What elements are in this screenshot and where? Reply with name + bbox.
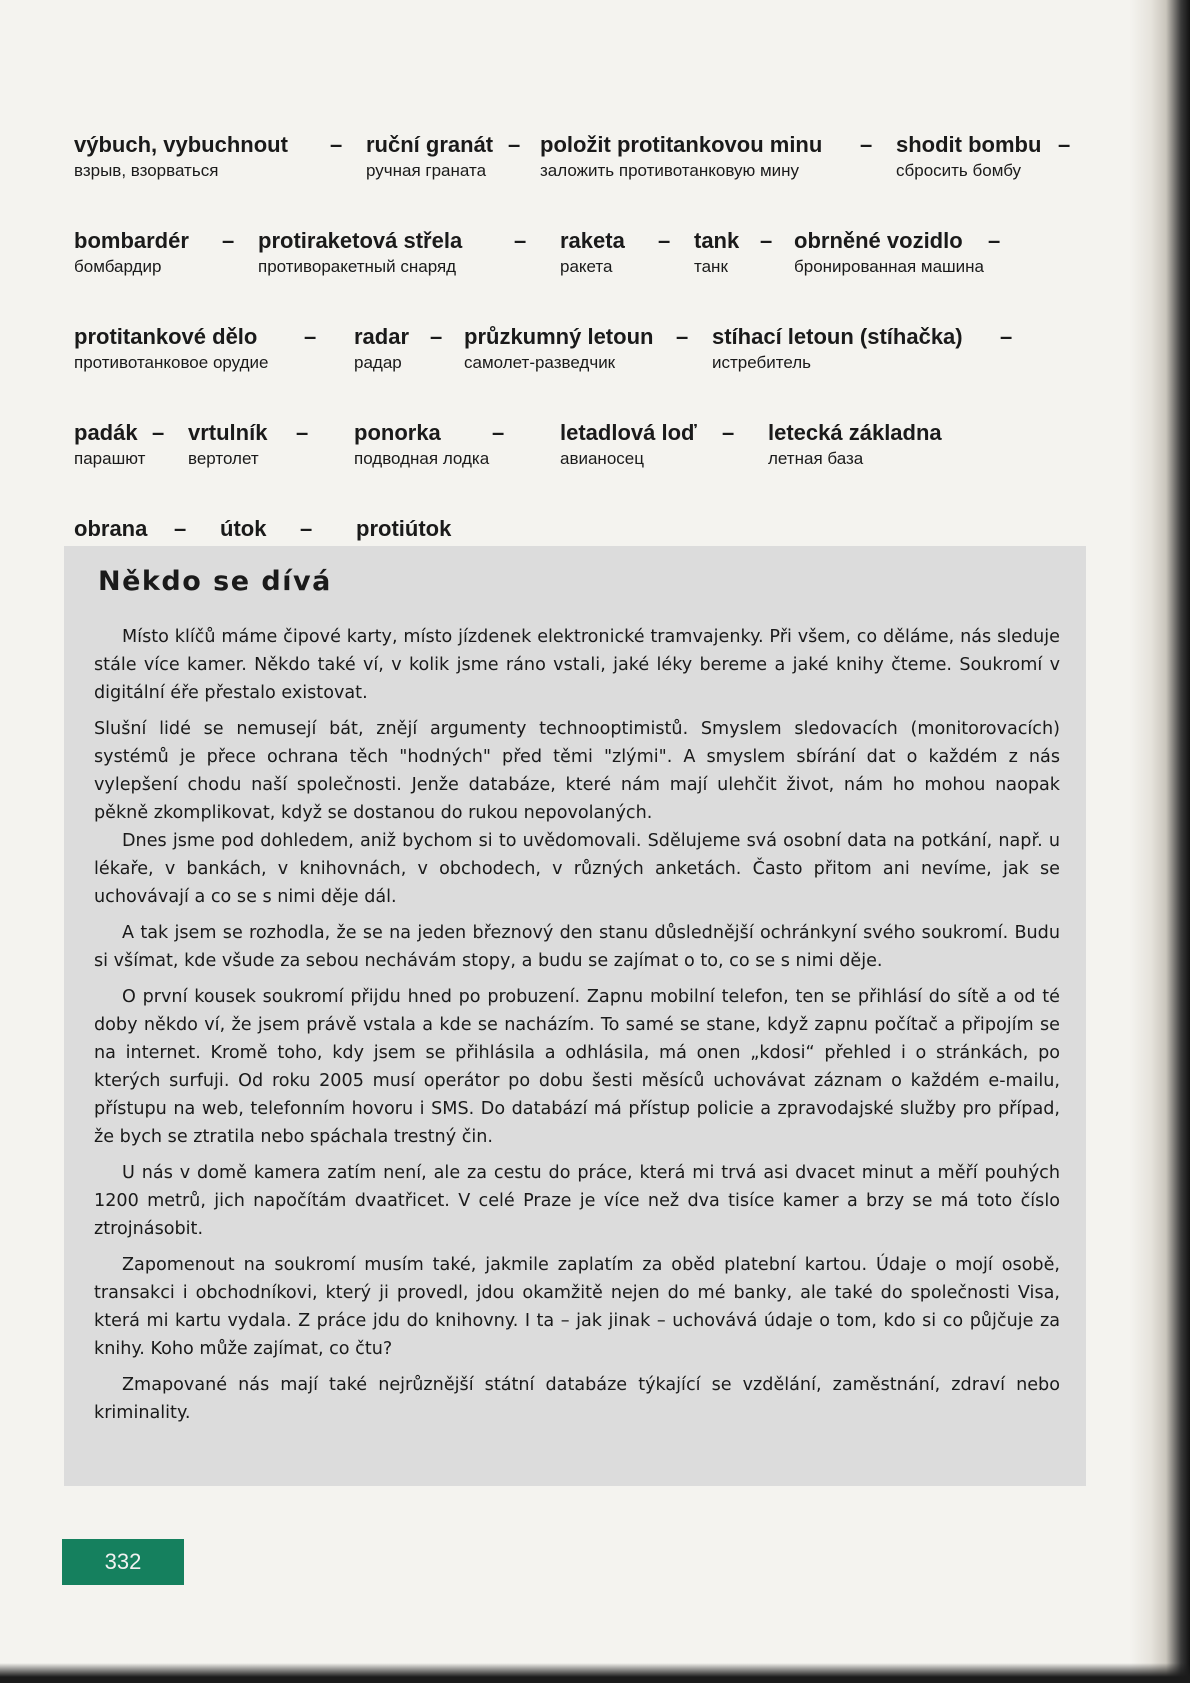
vocab-dash: –	[514, 228, 527, 253]
vocab-entry	[354, 324, 409, 373]
vocab-czech: útok	[220, 516, 267, 541]
vocab-dash: –	[658, 228, 671, 253]
vocab-dash: –	[860, 132, 873, 157]
vocab-czech: letecká základna	[768, 420, 942, 445]
vocab-entry	[464, 324, 653, 373]
vocab-entry	[366, 132, 493, 181]
vocab-dash: –	[1058, 132, 1071, 157]
vocab-dash: –	[222, 228, 235, 253]
vocab-czech: výbuch, vybuchnout	[74, 132, 288, 157]
vocab-czech: obrana	[74, 516, 148, 541]
vocab-dash: –	[152, 420, 165, 445]
vocab-entry	[768, 420, 942, 469]
vocab-czech: letadlová loď	[560, 420, 697, 445]
article-paragraph: Místo klíčů máme čipové karty, místo jízdenek elektronické tramvajenky. Při všem, co děláme, nás sleduje stále více kamer. Někdo také ví, v kolik jsme ráno vstali, jaké léky bereme a jaké knihy čteme. Soukromí v digitální éře přestalo existovat.	[94, 627, 1060, 703]
vocab-czech: ruční granát	[366, 132, 494, 157]
vocab-dash: –	[760, 228, 773, 253]
vocab-dash: –	[300, 516, 313, 541]
vocab-dash: –	[296, 420, 309, 445]
vocab-czech: protiútok	[356, 516, 452, 541]
vocab-russian: парашют	[74, 449, 146, 468]
vocab-czech: bombardér	[74, 228, 189, 253]
article-paragraph: A tak jsem se rozhodla, že se na jeden březnový den stanu důslednější ochránkyní svého soukromí. Budu si všímat, kde všude za sebou nechávám stopy, a budu se zajímat o to, co se s nimi děje.	[94, 923, 1060, 971]
vocab-entry	[74, 324, 268, 373]
vocab-entry	[540, 132, 822, 181]
vocab-row	[74, 420, 1094, 516]
vocab-entry	[354, 420, 489, 469]
article-paragraph: Dnes jsme pod dohledem, aniž bychom si to uvědomovali. Sdělujeme svá osobní data na potkání, např. u lékaře, v bankách, v knihovnách, v obchodech, v různých anketách. Často přitom ani nevíme, jak se uchovávají a co se s nimi děje dál.	[94, 831, 1060, 907]
vocab-entry	[74, 132, 288, 181]
vocab-russian: летная база	[768, 449, 864, 468]
vocab-czech: tank	[694, 228, 740, 253]
article-body	[94, 623, 1060, 1435]
vocab-russian: сбросить бомбу	[896, 161, 1022, 180]
vocab-russian: подводная лодка	[354, 449, 490, 468]
vocab-czech: raketa	[560, 228, 625, 253]
vocab-russian: бронированная машина	[794, 257, 985, 276]
vocab-czech: stíhací letoun (stíhačka)	[712, 324, 963, 349]
vocab-russian: радар	[354, 353, 402, 372]
vocab-entry	[74, 420, 145, 469]
article-paragraph: Slušní lidé se nemusejí bát, znějí argumenty technooptimistů. Smyslem sledovacích (monitorovacích) systémů je přece ochrana těch "hodných" před těmi "zlými". A smyslem sbírání dat o každém z nás vylepšení chodu naší společnosti. Jenže databáze, které nám mají ulehčit život, nám ho mohou naopak pěkně zkomplikovat, když se dostanou do rukou nepovolaných.	[94, 719, 1060, 823]
article-paragraph: U nás v domě kamera zatím není, ale za cestu do práce, která mi trvá asi dvacet minut a měří pouhých 1200 metrů, jich napočítám dvaatřicet. V celé Praze je více než dva tisíce kamer a brzy se má toto číslo ztrojnásobit.	[94, 1163, 1060, 1239]
page-number: 332	[62, 1539, 184, 1585]
article-title: Někdo se dívá	[98, 566, 332, 597]
vocab-czech: průzkumný letoun	[464, 324, 654, 349]
vocab-row	[74, 324, 1094, 420]
vocab-dash: –	[676, 324, 689, 349]
vocab-entry	[794, 228, 984, 277]
vocab-czech: protiraketová střela	[258, 228, 463, 253]
vocab-russian: бомбардир	[74, 257, 162, 276]
article-paragraph: Zapomenout na soukromí musím také, jakmile zaplatím za oběd platební kartou. Údaje o mojí osobě, transakci i obchodníkovi, který ji provedl, jdou okamžitě nejen do mé banky, ale také do společnosti Visa, která mi kartu vydala. Z práce jdu do knihovny. I ta – jak jinak – uchovává údaje o tom, kdo si co půjčuje za knihy. Koho může zajímat, co čtu?	[94, 1255, 1060, 1359]
vocab-czech: protitankové dělo	[74, 324, 258, 349]
vocab-russian: истребитель	[712, 353, 811, 372]
vocab-entry	[560, 228, 625, 277]
vocab-czech: položit protitankovou minu	[540, 132, 823, 157]
vocab-dash: –	[508, 132, 521, 157]
vocab-russian: танк	[694, 257, 728, 276]
vocab-entry	[560, 420, 697, 469]
vocab-czech: padák	[74, 420, 138, 445]
vocab-row	[74, 228, 1094, 324]
vocab-russian: авианосец	[560, 449, 644, 468]
vocab-dash: –	[330, 132, 343, 157]
vocab-entry	[258, 228, 462, 277]
vocab-dash: –	[304, 324, 317, 349]
vocab-dash: –	[430, 324, 443, 349]
vocab-dash: –	[988, 228, 1001, 253]
article-paragraph: Zmapované nás mají také nejrůznější státní databáze týkající se vzdělání, zaměstnání, zdraví nebo kriminality.	[94, 1375, 1060, 1423]
vocab-entry	[712, 324, 963, 373]
vocabulary-list	[74, 132, 1094, 612]
vocab-czech: vrtulník	[188, 420, 268, 445]
vocab-russian: ручная граната	[366, 161, 487, 180]
vocab-czech: radar	[354, 324, 410, 349]
vocab-czech: shodit bombu	[896, 132, 1042, 157]
vocab-dash: –	[492, 420, 505, 445]
vocab-russian: противотанковое орудие	[74, 353, 269, 372]
vocab-russian: вертолет	[188, 449, 259, 468]
vocab-russian: взрыв, взорваться	[74, 161, 219, 180]
vocab-dash: –	[722, 420, 735, 445]
vocab-czech: obrněné vozidlo	[794, 228, 963, 253]
vocab-entry	[896, 132, 1041, 181]
vocab-entry	[694, 228, 739, 277]
vocab-entry	[74, 228, 189, 277]
vocab-russian: противоракетный снаряд	[258, 257, 457, 276]
vocab-russian: ракета	[560, 257, 613, 276]
vocab-russian: самолет-разведчик	[464, 353, 616, 372]
vocab-row	[74, 132, 1094, 228]
vocab-dash: –	[174, 516, 187, 541]
vocab-russian: заложить противотанковую мину	[540, 161, 800, 180]
article-paragraph: O první kousek soukromí přijdu hned po probuzení. Zapnu mobilní telefon, ten se přihlásí do sítě a od té doby někdo ví, že jsem právě vstala a kde se nacházím. To samé se stane, když zapnu počítač a připojím se na internet. Kromě toho, kdy jsem se přihlásila a odhlásila, má onen „kdosi“ přehled i o stránkách, po kterých surfuji. Od roku 2005 musí operátor po dobu šesti měsíců uchovávat záznam o každém e-mailu, přístupu na web, telefonním hovoru i SMS. Do databází má přístup policie a zpravodajské služby pro případ, že bych se ztratila nebo spáchala trestný čin.	[94, 987, 1060, 1147]
vocab-czech: ponorka	[354, 420, 441, 445]
vocab-entry	[188, 420, 267, 469]
vocab-dash: –	[1000, 324, 1013, 349]
